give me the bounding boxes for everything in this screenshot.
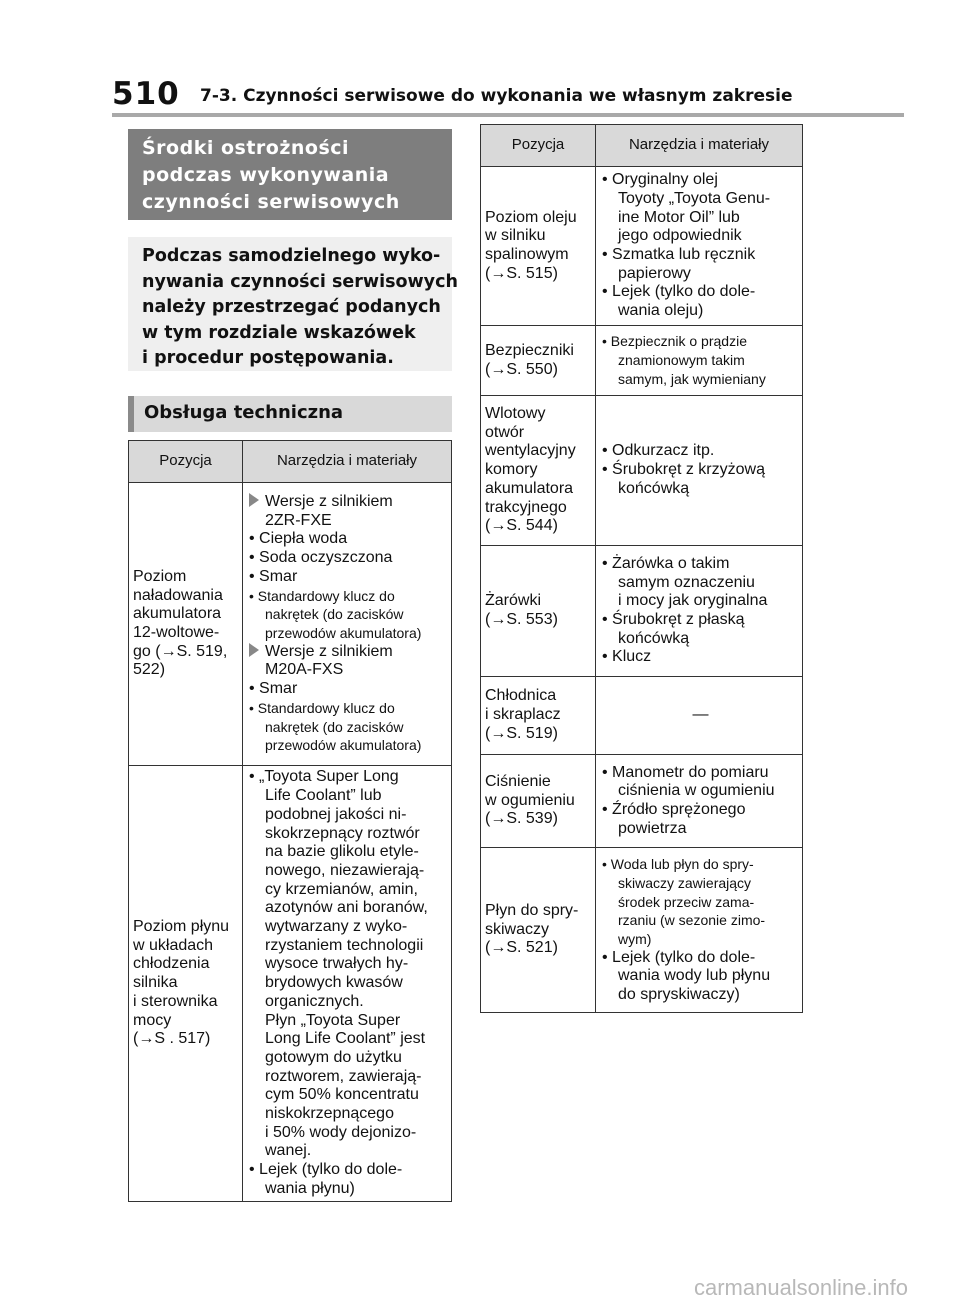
tool-line: • Smar xyxy=(249,680,298,698)
position-line: akumulatora xyxy=(485,479,574,497)
table-row xyxy=(481,848,803,1013)
tool-line: wania płynu) xyxy=(265,1179,355,1197)
intro-line: i procedur postępowania. xyxy=(142,348,394,368)
tool-line: rzaniu (w sezonie zimo- xyxy=(618,912,766,929)
position-line: chłodzenia xyxy=(133,955,210,973)
tools-cell xyxy=(596,546,803,677)
position-line: (→S. 515) xyxy=(485,264,558,282)
intro-line: w tym rozdziale wskazówek xyxy=(142,322,416,343)
tool-line: samym oznaczeniu xyxy=(618,573,755,591)
maintenance-table-right xyxy=(480,124,803,1013)
tool-line: wytwarzany z wyko- xyxy=(265,918,408,936)
tool-line: skiwaczy zawierający xyxy=(618,874,752,891)
section-title: 7-3. Czynności serwisowe do wykonania we własnym zakresie xyxy=(200,86,793,106)
tool-line: do spryskiwaczy) xyxy=(618,986,740,1004)
intro-line: nywania czynności serwisowych xyxy=(142,271,458,292)
position-line: otwór xyxy=(485,423,525,441)
position-line: spalinowym xyxy=(485,246,569,263)
tools-cell xyxy=(243,483,452,766)
tool-line: • „Toyota Super Long xyxy=(249,768,399,786)
watermark: carmanualsonline.info xyxy=(693,1275,908,1300)
triangle-marker-icon xyxy=(249,493,259,507)
engine-version-label: Wersje z silnikiem xyxy=(265,493,393,511)
position-line: Chłodnica xyxy=(485,687,557,705)
tool-line: samym, jak wymieniany xyxy=(618,370,766,387)
position-line: Poziom płynu xyxy=(133,918,230,936)
precautions-heading-line: Środki ostrożności xyxy=(142,137,350,159)
tools-cell xyxy=(596,755,803,848)
position-cell xyxy=(481,848,596,1013)
precautions-heading-line: podczas wykonywania xyxy=(142,164,390,186)
tool-line: • Woda lub płyn do spry- xyxy=(602,856,754,873)
tool-line: • Szmatka lub ręcznik xyxy=(602,246,756,263)
tool-line: cy krzemianów, amin, xyxy=(265,880,418,898)
page-number: 510 xyxy=(112,76,180,112)
tool-line: skokrzepnący roztwór xyxy=(265,824,420,842)
table-header-row xyxy=(481,125,803,167)
position-line: Poziom xyxy=(133,567,187,585)
tool-line: na bazie glikolu etyle- xyxy=(265,843,419,861)
position-line: naładowania xyxy=(133,586,223,604)
tool-line: • Śrubokręt z krzyżową xyxy=(602,461,765,479)
tool-line: organicznych. xyxy=(265,992,364,1010)
tool-line: roztworem, zawierają- xyxy=(265,1067,422,1085)
tool-line: cym 50% koncentratu xyxy=(265,1086,419,1104)
position-line: akumulatora xyxy=(133,605,222,623)
table-row xyxy=(129,483,452,766)
tool-line: wania wody lub płynu xyxy=(618,967,771,985)
tool-line: końcówką xyxy=(618,629,690,647)
empty-dash: — xyxy=(692,706,709,724)
tools-cell xyxy=(596,677,803,755)
intro-line: należy przestrzegać podanych xyxy=(142,297,441,317)
tool-line: brydowych kwasów xyxy=(265,974,403,992)
tool-line: • Śrubokręt z płaską xyxy=(602,611,745,628)
position-line: 522) xyxy=(133,661,166,679)
tool-line: przewodów akumulatora) xyxy=(265,737,422,754)
table-row xyxy=(481,396,803,546)
tools-cell xyxy=(596,326,803,396)
position-line: w silniku xyxy=(485,227,546,245)
position-line: 12-woltowe- xyxy=(133,624,220,641)
tool-line: • Odkurzacz itp. xyxy=(602,442,715,460)
tool-line: znamionowym takim xyxy=(618,352,745,369)
position-line: i sterownika xyxy=(133,992,218,1010)
precautions-heading-line: czynności serwisowych xyxy=(142,191,400,213)
tools-cell xyxy=(596,396,803,546)
table-row xyxy=(481,677,803,755)
table-row xyxy=(481,546,803,677)
position-cell xyxy=(129,766,243,1202)
tool-line: wania oleju) xyxy=(618,302,704,320)
position-line: (→S. 544) xyxy=(485,517,558,535)
tool-line: ciśnienia w ogumieniu xyxy=(618,782,775,800)
tool-line: niskokrzepnącego xyxy=(265,1105,394,1123)
tools-cell xyxy=(596,848,803,1013)
position-line: go (→S. 519, xyxy=(133,642,228,660)
position-line: wentylacyjny xyxy=(485,442,576,460)
tool-line: przewodów akumulatora) xyxy=(265,625,422,641)
position-line: w ogumieniu xyxy=(485,791,575,809)
position-line: Płyn do spry- xyxy=(485,901,579,919)
precautions-intro xyxy=(128,237,458,371)
position-line: Żarówki xyxy=(485,592,542,610)
header-tools: Narzędzia i materiały xyxy=(243,441,452,483)
header-position: Pozycja xyxy=(481,125,596,167)
header-rule xyxy=(112,113,904,117)
tool-line: końcówką xyxy=(618,479,690,497)
position-line: silnika xyxy=(133,974,178,992)
tool-line: Toyoty „Toyota Genu- xyxy=(618,189,771,207)
position-line: w układach xyxy=(133,936,214,954)
position-line: (→S. 521) xyxy=(485,939,558,957)
tool-line: wysoce trwałych hy- xyxy=(265,955,409,973)
tool-line: wym) xyxy=(618,931,652,947)
position-line: skiwaczy xyxy=(485,920,550,938)
position-line: Bezpieczniki xyxy=(485,341,574,359)
tool-line: podobnej jakości ni- xyxy=(265,805,407,823)
position-line: (→S. 553) xyxy=(485,611,558,628)
table-row xyxy=(481,167,803,326)
maintenance-heading: Obsługa techniczna xyxy=(128,396,452,432)
tool-line: Long Life Coolant” jest xyxy=(265,1030,426,1048)
table-header-row xyxy=(129,441,452,483)
tool-line: nakrętek (do zacisków xyxy=(265,718,404,735)
tool-line: • Źródło sprężonego xyxy=(602,801,746,818)
position-line: (→S. 550) xyxy=(485,360,558,378)
engine-version-line xyxy=(249,493,448,512)
position-cell xyxy=(481,326,596,396)
tool-line: M20A-FXS xyxy=(265,661,344,679)
tool-line: • Manometr do pomiaru xyxy=(602,763,769,781)
tool-line: azotynów ani boranów, xyxy=(265,899,428,917)
tool-line: nakrętek (do zacisków xyxy=(265,606,404,623)
tool-line: • Standardowy klucz do xyxy=(249,587,395,604)
header-tools: Narzędzia i materiały xyxy=(596,125,803,167)
table-row xyxy=(481,326,803,396)
tool-line: • Klucz xyxy=(602,648,652,666)
triangle-marker-icon xyxy=(249,643,259,657)
tool-line: • Oryginalny olej xyxy=(602,171,718,189)
position-cell xyxy=(129,483,243,766)
tool-line: • Standardowy klucz do xyxy=(249,699,395,716)
position-line: (→S . 517) xyxy=(133,1030,211,1048)
precautions-heading xyxy=(128,129,452,220)
tools-cell xyxy=(243,766,452,1202)
tool-line: gotowym do użytku xyxy=(265,1048,402,1066)
tool-line: Płyn „Toyota Super xyxy=(265,1011,401,1029)
tool-line: • Lejek (tylko do dole- xyxy=(249,1161,403,1179)
tool-line: Life Coolant” lub xyxy=(265,787,382,805)
tool-line: wanej. xyxy=(265,1142,312,1160)
table-row xyxy=(481,755,803,848)
tool-line: środek przeciw zama- xyxy=(618,893,755,910)
tool-line: powietrza xyxy=(618,819,687,837)
position-line: Ciśnienie xyxy=(485,772,551,790)
position-line: (→S. 539) xyxy=(485,810,558,828)
maintenance-table-left xyxy=(128,440,452,1202)
table-row xyxy=(129,766,452,1202)
position-line: i skraplacz xyxy=(485,706,561,724)
position-cell xyxy=(481,755,596,848)
tools-cell xyxy=(596,167,803,326)
tool-line: papierowy xyxy=(618,264,691,282)
tool-line: ine Motor Oil” lub xyxy=(618,208,740,226)
position-line: Wlotowy xyxy=(485,405,546,423)
tool-line: i mocy jak oryginalna xyxy=(618,592,768,610)
tool-line: i 50% wody dejonizo- xyxy=(265,1123,417,1141)
tool-line: jego odpowiednik xyxy=(618,227,742,245)
tool-line: • Bezpiecznik o prądzie xyxy=(602,333,747,350)
position-line: mocy xyxy=(133,1011,172,1029)
tool-line: 2ZR-FXE xyxy=(265,511,332,529)
tool-line: • Soda oczyszczona xyxy=(249,549,393,567)
position-cell xyxy=(481,546,596,677)
tool-line: • Smar xyxy=(249,567,298,585)
position-cell xyxy=(481,677,596,755)
tool-line: • Lejek (tylko do dole- xyxy=(602,948,756,966)
intro-line: Podczas samodzielnego wyko- xyxy=(142,246,441,266)
position-cell xyxy=(481,167,596,326)
position-line: Poziom oleju xyxy=(485,208,577,226)
tool-line: • Ciepła woda xyxy=(249,530,348,548)
engine-version-line xyxy=(249,643,448,662)
position-line: (→S. 519) xyxy=(485,724,558,742)
tool-line: • Żarówka o takim xyxy=(602,554,730,572)
position-line: komory xyxy=(485,461,538,479)
engine-version-label: Wersje z silnikiem xyxy=(265,642,393,660)
position-cell xyxy=(481,396,596,546)
tool-line: rzystaniem technologii xyxy=(265,936,424,954)
position-line: trakcyjnego xyxy=(485,498,567,516)
tool-line: nowego, niezawierają- xyxy=(265,861,425,879)
tool-line: • Lejek (tylko do dole- xyxy=(602,283,756,301)
header-position: Pozycja xyxy=(129,441,243,483)
